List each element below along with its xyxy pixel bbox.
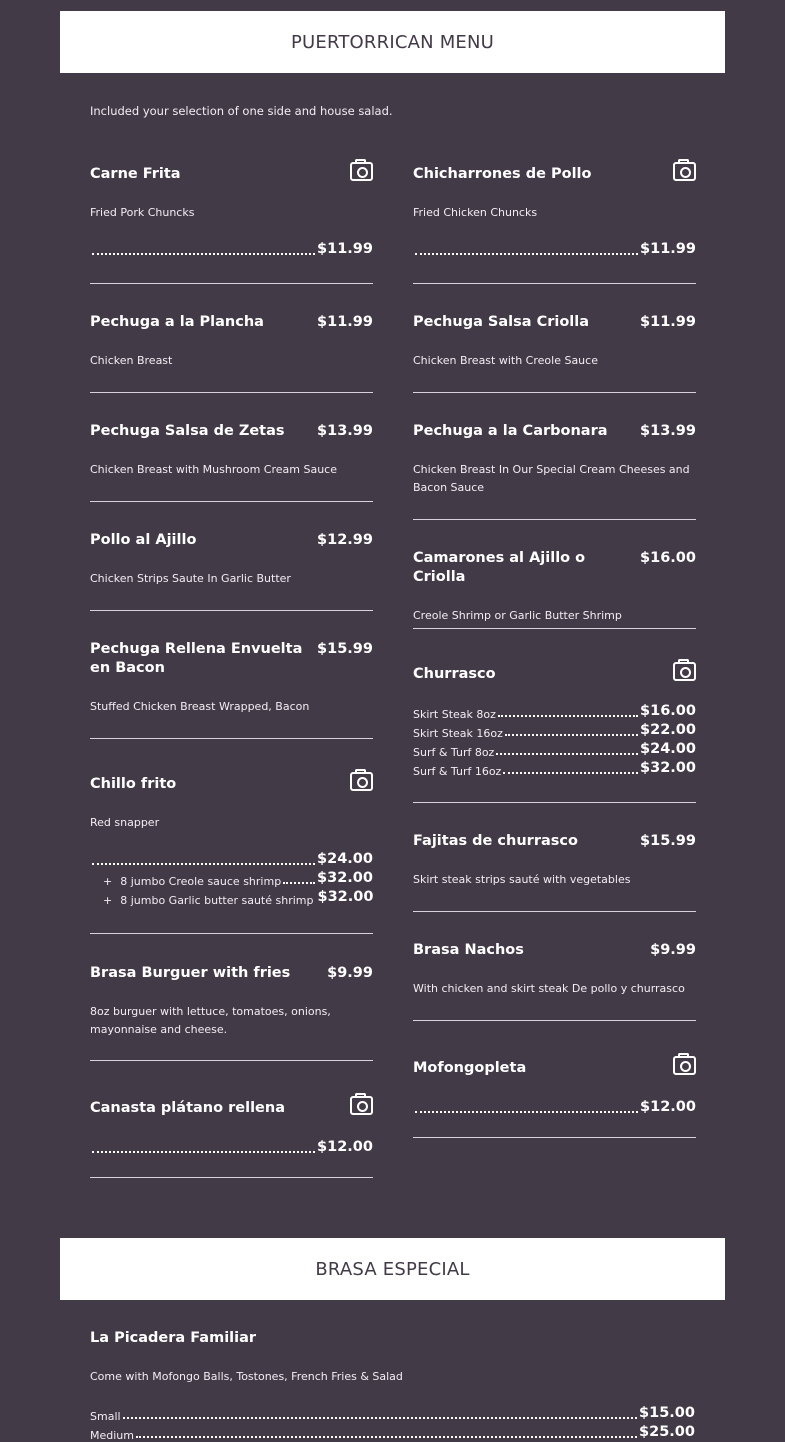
menu-item-canasta[interactable] — [90, 1061, 373, 1178]
item-name: Carne Frita — [90, 166, 181, 182]
dot-leader — [136, 1436, 637, 1438]
item-name: Fajitas de churrasco — [413, 833, 578, 849]
item-description: Chicken Strips Saute In Garlic Butter — [90, 572, 291, 585]
camera-icon[interactable] — [350, 772, 373, 791]
size-line — [90, 1404, 695, 1423]
item-price: $9.99 — [327, 965, 373, 981]
item-price: $11.99 — [640, 241, 696, 257]
item-description: Red snapper — [90, 816, 160, 829]
item-name: La Picadera Familiar — [90, 1330, 257, 1346]
item-price: $13.99 — [640, 423, 696, 439]
size-price: $25.00 — [639, 1424, 695, 1440]
menu-item-mofongopleta[interactable] — [413, 1021, 696, 1138]
item-name: Pechuga Salsa de Zetas — [90, 423, 285, 439]
camera-icon[interactable] — [350, 1096, 373, 1115]
item-name: Chicharrones de Pollo — [413, 166, 592, 182]
dot-leader — [92, 1151, 315, 1153]
item-price: $12.00 — [317, 1139, 373, 1155]
item-description: Chicken Breast In Our Special Cream Cheeses and Bacon Sauce — [413, 463, 690, 494]
item-description: Chicken Breast with Creole Sauce — [413, 354, 598, 367]
menu-section-header — [60, 11, 725, 73]
item-price: $11.99 — [317, 314, 373, 330]
item-description: Chicken Breast — [90, 354, 173, 367]
item-name: Pollo al Ajillo — [90, 532, 197, 548]
item-description: Stuffed Chicken Breast Wrapped, Bacon — [90, 700, 310, 713]
item-description: Fried Pork Chuncks — [90, 206, 195, 219]
item-price: $12.00 — [640, 1099, 696, 1115]
dot-leader — [92, 253, 315, 255]
addon-price: $32.00 — [317, 870, 373, 886]
item-description: Skirt steak strips sauté with vegetables — [413, 873, 631, 886]
size-label: Small — [90, 1410, 121, 1423]
addon-line — [90, 888, 373, 907]
menu-item-pechuga-rellena[interactable] — [90, 611, 373, 739]
option-label: Surf & Turf 16oz — [413, 765, 502, 778]
size-price: $15.00 — [639, 1405, 695, 1421]
special-section-header — [60, 1238, 725, 1300]
menu-item-pollo-ajillo[interactable] — [90, 502, 373, 611]
menu-item-nachos[interactable] — [413, 912, 696, 1021]
size-list — [90, 1404, 695, 1442]
option-label: Surf & Turf 8oz — [413, 746, 495, 759]
option-list — [413, 702, 696, 778]
dot-leader — [496, 753, 638, 755]
menu-item-pechuga-zetas[interactable] — [90, 393, 373, 502]
item-price: $11.99 — [317, 241, 373, 257]
price-line — [413, 1098, 696, 1117]
addon-label: 8 jumbo Garlic butter sauté shrimp — [120, 894, 314, 907]
menu-column-right — [413, 159, 696, 1138]
dot-leader — [503, 772, 638, 774]
dot-leader — [415, 1111, 638, 1113]
dot-leader — [415, 253, 638, 255]
menu-item-fajitas[interactable] — [413, 803, 696, 912]
item-description: Come with Mofongo Balls, Tostones, French Fries & Salad — [90, 1370, 403, 1383]
price-line — [90, 240, 373, 259]
item-name: Pechuga Rellena Envuelta en Bacon — [90, 641, 303, 676]
item-name: Pechuga Salsa Criolla — [413, 314, 590, 330]
menu-item-chicharrones[interactable] — [413, 159, 696, 284]
item-price: $12.99 — [317, 532, 373, 548]
item-price: $24.00 — [317, 851, 373, 867]
price-line — [413, 240, 696, 259]
menu-item-brasa-burguer[interactable] — [90, 934, 373, 1061]
option-line — [413, 759, 696, 778]
plus-icon: + — [103, 894, 113, 907]
section-title: PUERTORRICAN MENU — [290, 31, 495, 53]
option-line — [413, 721, 696, 740]
option-price: $24.00 — [640, 741, 696, 757]
menu-item-picadera[interactable] — [90, 1329, 695, 1442]
menu-item-camarones[interactable] — [413, 520, 696, 629]
plus-icon: + — [103, 875, 113, 888]
item-name: Churrasco — [413, 666, 496, 682]
camera-icon[interactable] — [673, 162, 696, 181]
price-line — [90, 1138, 373, 1157]
dot-leader — [505, 734, 638, 736]
menu-item-carne-frita[interactable] — [90, 159, 373, 284]
dot-leader — [123, 1417, 637, 1419]
addon-line — [90, 869, 373, 888]
item-name: Pechuga a la Plancha — [90, 314, 264, 330]
camera-icon[interactable] — [350, 162, 373, 181]
menu-item-pechuga-criolla[interactable] — [413, 284, 696, 393]
item-price: $16.00 — [640, 550, 696, 566]
menu-column-left — [90, 159, 373, 1178]
option-price: $32.00 — [640, 760, 696, 776]
item-price: $15.99 — [640, 833, 696, 849]
item-description: 8oz burguer with lettuce, tomatoes, onions, mayonnaise and cheese. — [90, 1005, 331, 1036]
item-name: Chillo frito — [90, 776, 177, 792]
section-title: BRASA ESPECIAL — [315, 1258, 470, 1280]
item-description: Creole Shrimp or Garlic Butter Shrimp — [413, 609, 622, 622]
addon-label: 8 jumbo Creole sauce shrimp — [120, 875, 282, 888]
camera-icon[interactable] — [673, 1056, 696, 1075]
item-name: Camarones al Ajillo o Criolla — [413, 550, 586, 585]
item-name: Canasta plátano rellena — [90, 1100, 285, 1116]
item-name: Brasa Burguer with fries — [90, 965, 291, 981]
price-line — [90, 850, 373, 869]
option-price: $16.00 — [640, 703, 696, 719]
item-name: Brasa Nachos — [413, 942, 524, 958]
item-price: $9.99 — [650, 942, 696, 958]
addon-price: $32.00 — [317, 889, 374, 905]
dot-leader — [498, 715, 638, 717]
item-description: Fried Chicken Chuncks — [413, 206, 538, 219]
menu-item-chillo-frito[interactable] — [90, 739, 373, 934]
menu-item-pechuga-plancha[interactable] — [90, 284, 373, 393]
dot-leader — [283, 882, 315, 884]
option-label: Skirt Steak 16oz — [413, 727, 503, 740]
option-label: Skirt Steak 8oz — [413, 708, 496, 721]
size-label: Medium — [90, 1429, 134, 1442]
item-name: Mofongopleta — [413, 1060, 527, 1076]
item-price: $11.99 — [640, 314, 696, 330]
menu-item-pechuga-carbonara[interactable] — [413, 393, 696, 520]
item-price: $13.99 — [317, 423, 373, 439]
item-description: Chicken Breast with Mushroom Cream Sauce — [90, 463, 337, 476]
intro-text: Included your selection of one side and house salad. — [90, 104, 393, 118]
option-line — [413, 740, 696, 759]
option-price: $22.00 — [640, 722, 696, 738]
dot-leader — [92, 863, 315, 865]
option-line — [413, 702, 696, 721]
size-line — [90, 1423, 695, 1442]
item-name: Pechuga a la Carbonara — [413, 423, 608, 439]
item-description: With chicken and skirt steak De pollo y churrasco — [413, 982, 685, 995]
menu-item-churrasco[interactable] — [413, 629, 696, 803]
item-price: $15.99 — [317, 641, 373, 657]
camera-icon[interactable] — [673, 662, 696, 681]
